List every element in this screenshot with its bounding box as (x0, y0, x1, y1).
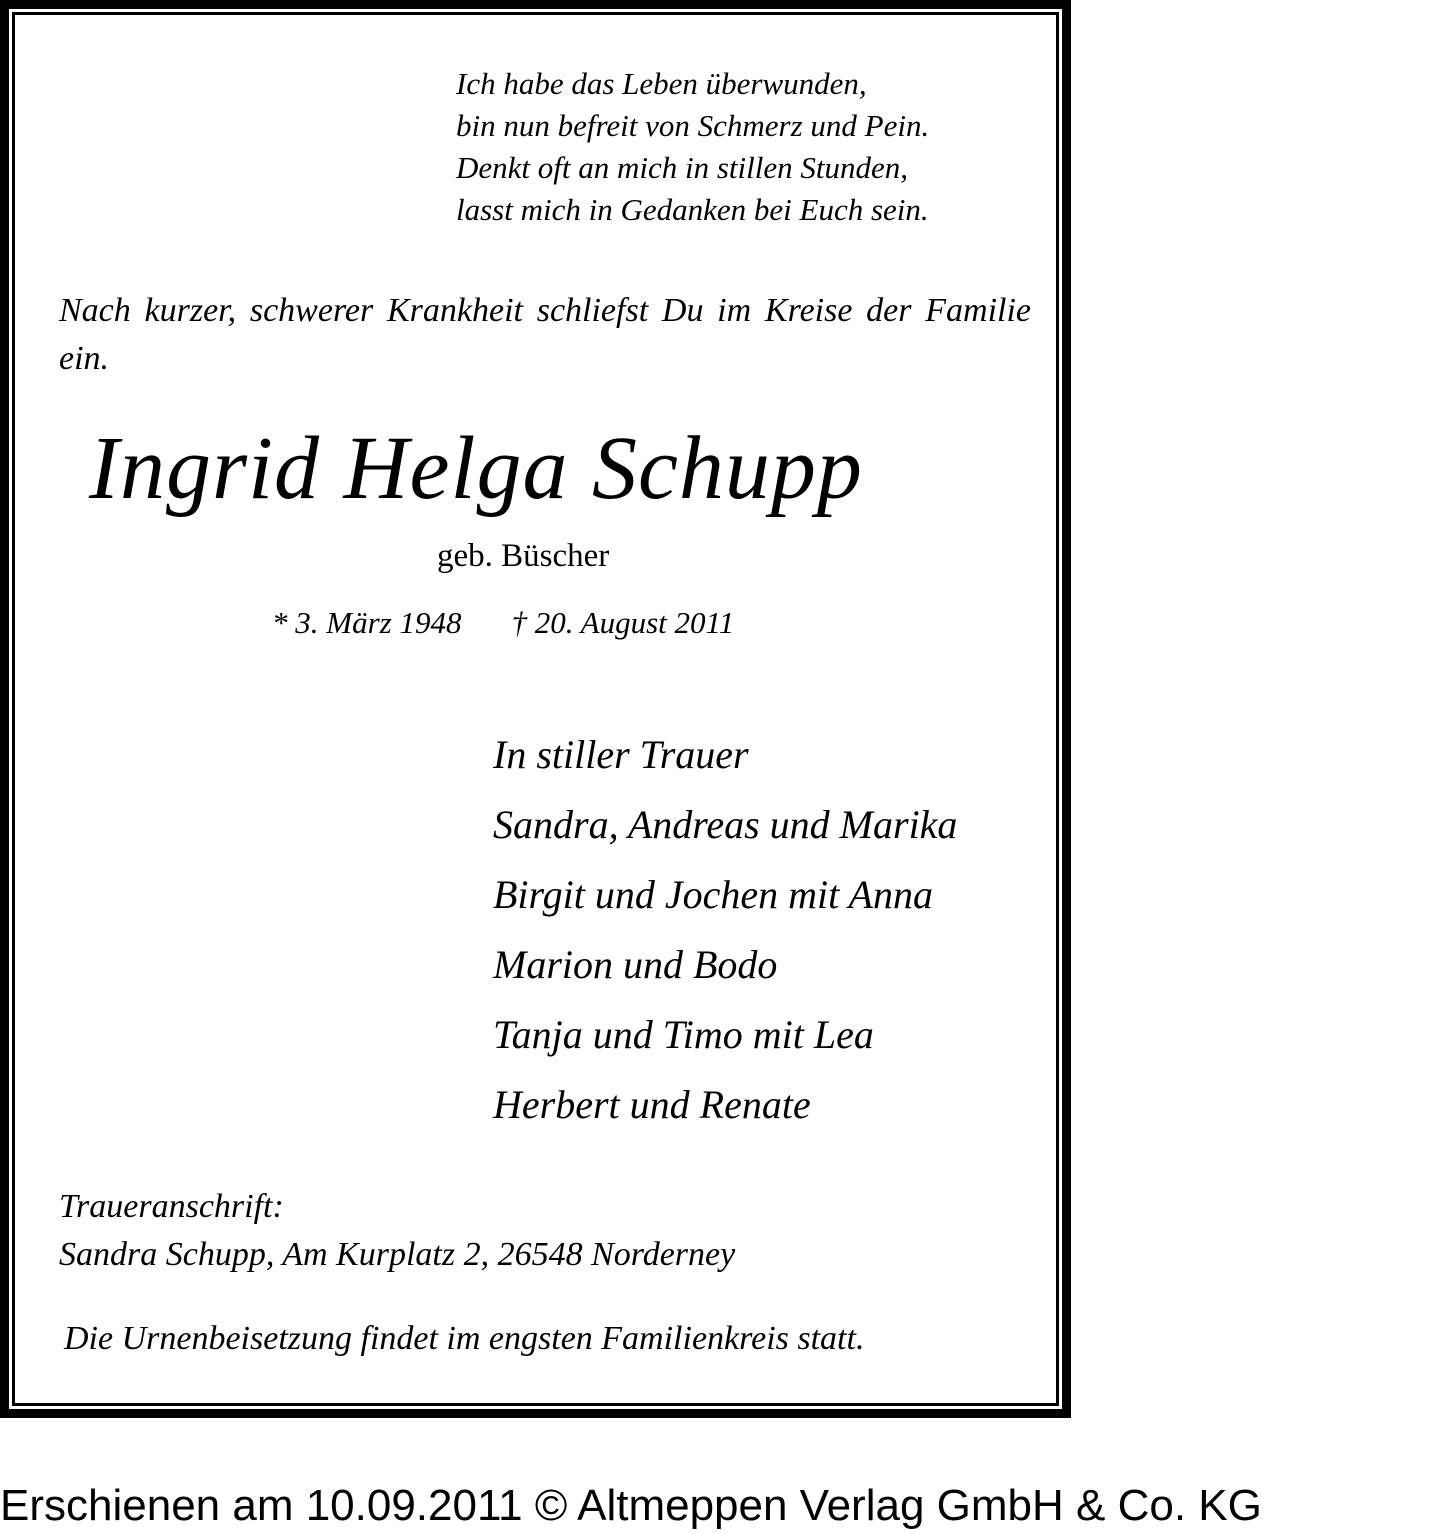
poem-line: lasst mich in Gedanken bei Euch sein. (456, 192, 929, 227)
mourners-heading: In stiller Trauer (493, 732, 749, 777)
life-dates (272, 603, 734, 643)
address-line: Sandra Schupp, Am Kurplatz 2, 26548 Norderney (59, 1236, 736, 1273)
mourner-line: Sandra, Andreas und Marika (493, 802, 958, 847)
poem (456, 63, 929, 231)
mourning-address (59, 1183, 735, 1279)
address-label: Traueranschrift: (59, 1188, 284, 1225)
publication-footer: Erschienen am 10.09.2011 © Altmeppen Verlag GmbH & Co. KG (0, 1481, 1262, 1530)
birth-date: * 3. März 1948 (272, 605, 462, 640)
deceased-name: Ingrid Helga Schupp (89, 419, 863, 518)
mourner-line: Birgit und Jochen mit Anna (493, 872, 933, 917)
poem-line: bin nun befreit von Schmerz und Pein. (456, 108, 930, 143)
burial-note: Die Urnenbeisetzung findet im engsten Familienkreis statt. (64, 1320, 865, 1357)
mourner-line: Herbert und Renate (493, 1082, 811, 1127)
intro-text: Nach kurzer, schwerer Krankheit schliefst Du im Kreise der Familie ein. (59, 292, 1031, 377)
mourner-line: Marion und Bodo (493, 942, 778, 987)
maiden-name: geb. Büscher (437, 538, 610, 574)
mourner-line: Tanja und Timo mit Lea (493, 1012, 874, 1057)
poem-line: Ich habe das Leben überwunden, (456, 66, 867, 101)
mourners-list (493, 720, 957, 1140)
death-date: † 20. August 2011 (511, 605, 735, 640)
poem-line: Denkt oft an mich in stillen Stunden, (456, 150, 909, 185)
